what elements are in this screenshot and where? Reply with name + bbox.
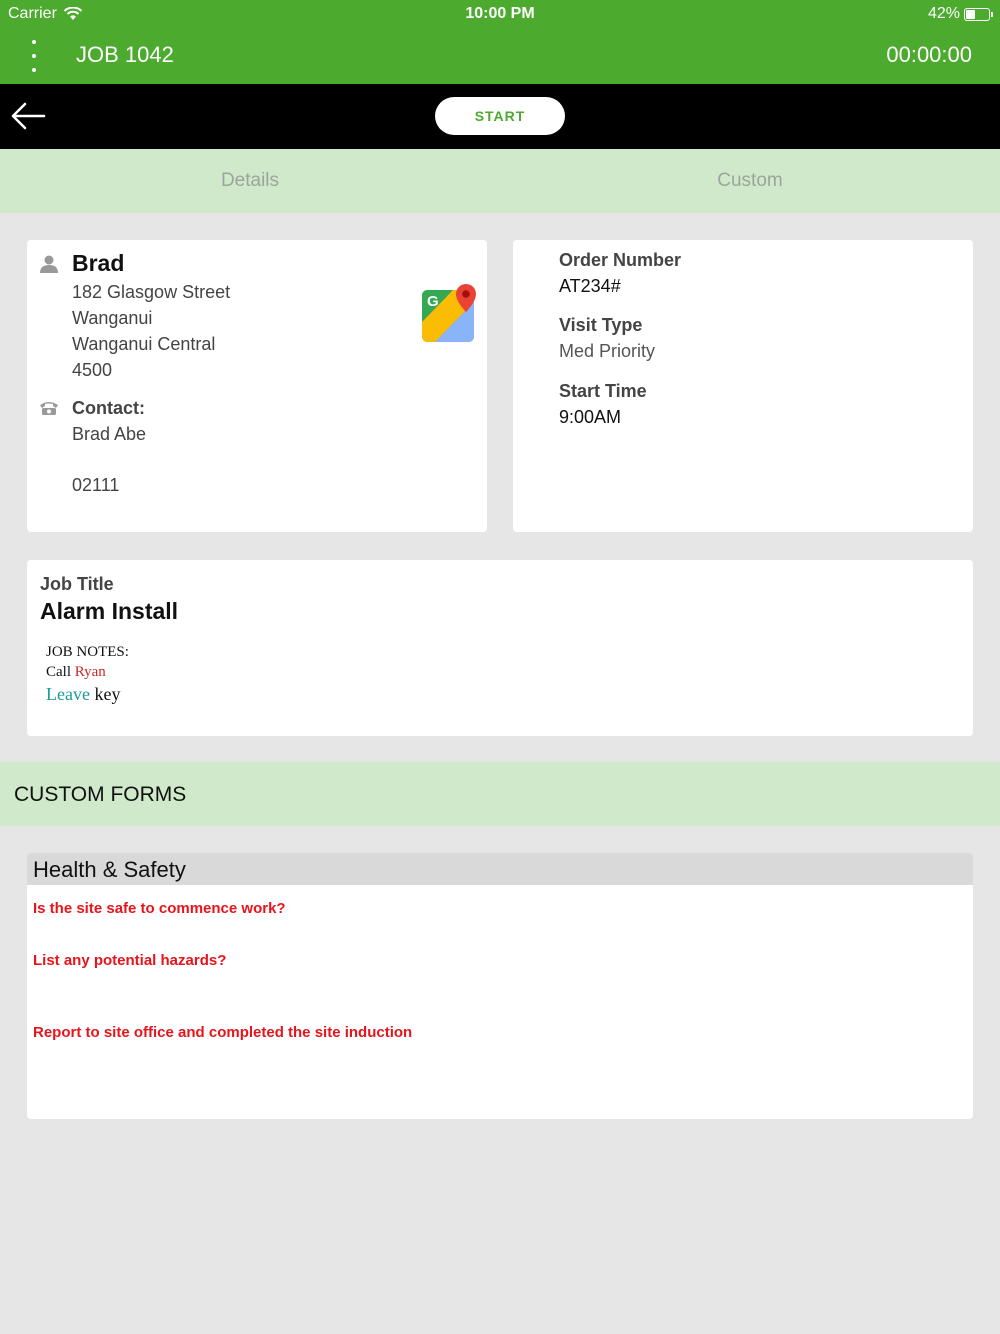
health-safety-form — [27, 853, 973, 1119]
job-title-label: Job Title — [40, 574, 114, 594]
order-number-value: AT234# — [559, 276, 621, 296]
battery-group — [928, 5, 990, 23]
notes-text: key — [94, 684, 121, 704]
form-question[interactable]: List any potential hazards? — [33, 952, 227, 969]
tab-details[interactable]: Details — [220, 170, 280, 191]
job-timer: 00:00:00 — [886, 42, 972, 67]
notes-text: Call — [46, 664, 71, 680]
form-question[interactable]: Is the site safe to commence work? — [33, 900, 286, 917]
contact-phone[interactable]: 02111 — [72, 475, 120, 495]
back-arrow-icon[interactable] — [8, 98, 48, 134]
notes-text-red: Ryan — [74, 664, 106, 680]
address-line: Wanganui Central — [72, 334, 216, 354]
address-line: Wanganui — [72, 308, 153, 328]
contact-label: Contact: — [72, 398, 145, 418]
custom-forms-title: CUSTOM FORMS — [14, 783, 187, 806]
order-number-label: Order Number — [559, 250, 682, 270]
menu-icon[interactable] — [24, 40, 44, 72]
form-header[interactable] — [27, 853, 973, 885]
form-title: Health & Safety — [33, 857, 186, 882]
contact-name: Brad Abe — [72, 424, 147, 444]
tab-custom[interactable]: Custom — [717, 170, 783, 191]
form-question[interactable]: Report to site office and completed the site induction — [33, 1024, 413, 1041]
svg-text:G: G — [427, 293, 439, 310]
custom-forms-header — [0, 762, 1000, 826]
job-title-header: JOB 1042 — [76, 42, 174, 67]
job-notes-line — [46, 684, 120, 705]
job-notes-heading: JOB NOTES: — [46, 644, 129, 660]
job-title: Alarm Install — [40, 598, 179, 624]
start-time-value: 9:00AM — [559, 407, 622, 427]
job-notes-line — [46, 664, 106, 681]
tab-bar — [0, 149, 1000, 213]
customer-name: Brad — [72, 250, 125, 276]
phone-icon — [39, 400, 59, 416]
action-bar — [0, 84, 1000, 149]
clock: 10:00 PM — [465, 5, 535, 22]
start-button[interactable]: START — [435, 97, 565, 135]
app-bar — [0, 28, 1000, 84]
order-card — [513, 240, 973, 532]
battery-icon — [964, 8, 990, 21]
battery-fill — [966, 10, 975, 19]
visit-type-label: Visit Type — [559, 315, 643, 335]
job-card — [27, 560, 973, 736]
notes-text-teal: Leave — [46, 684, 90, 704]
carrier-label: Carrier — [8, 5, 57, 22]
person-icon — [39, 255, 59, 273]
status-bar — [0, 0, 1000, 28]
visit-type-value: Med Priority — [559, 341, 656, 361]
address-line: 4500 — [72, 360, 113, 380]
start-time-label: Start Time — [559, 381, 647, 401]
google-maps-icon[interactable] — [421, 282, 481, 342]
customer-card — [27, 240, 487, 532]
address-line: 182 Glasgow Street — [72, 282, 231, 302]
battery-percent: 42% — [927, 5, 960, 22]
